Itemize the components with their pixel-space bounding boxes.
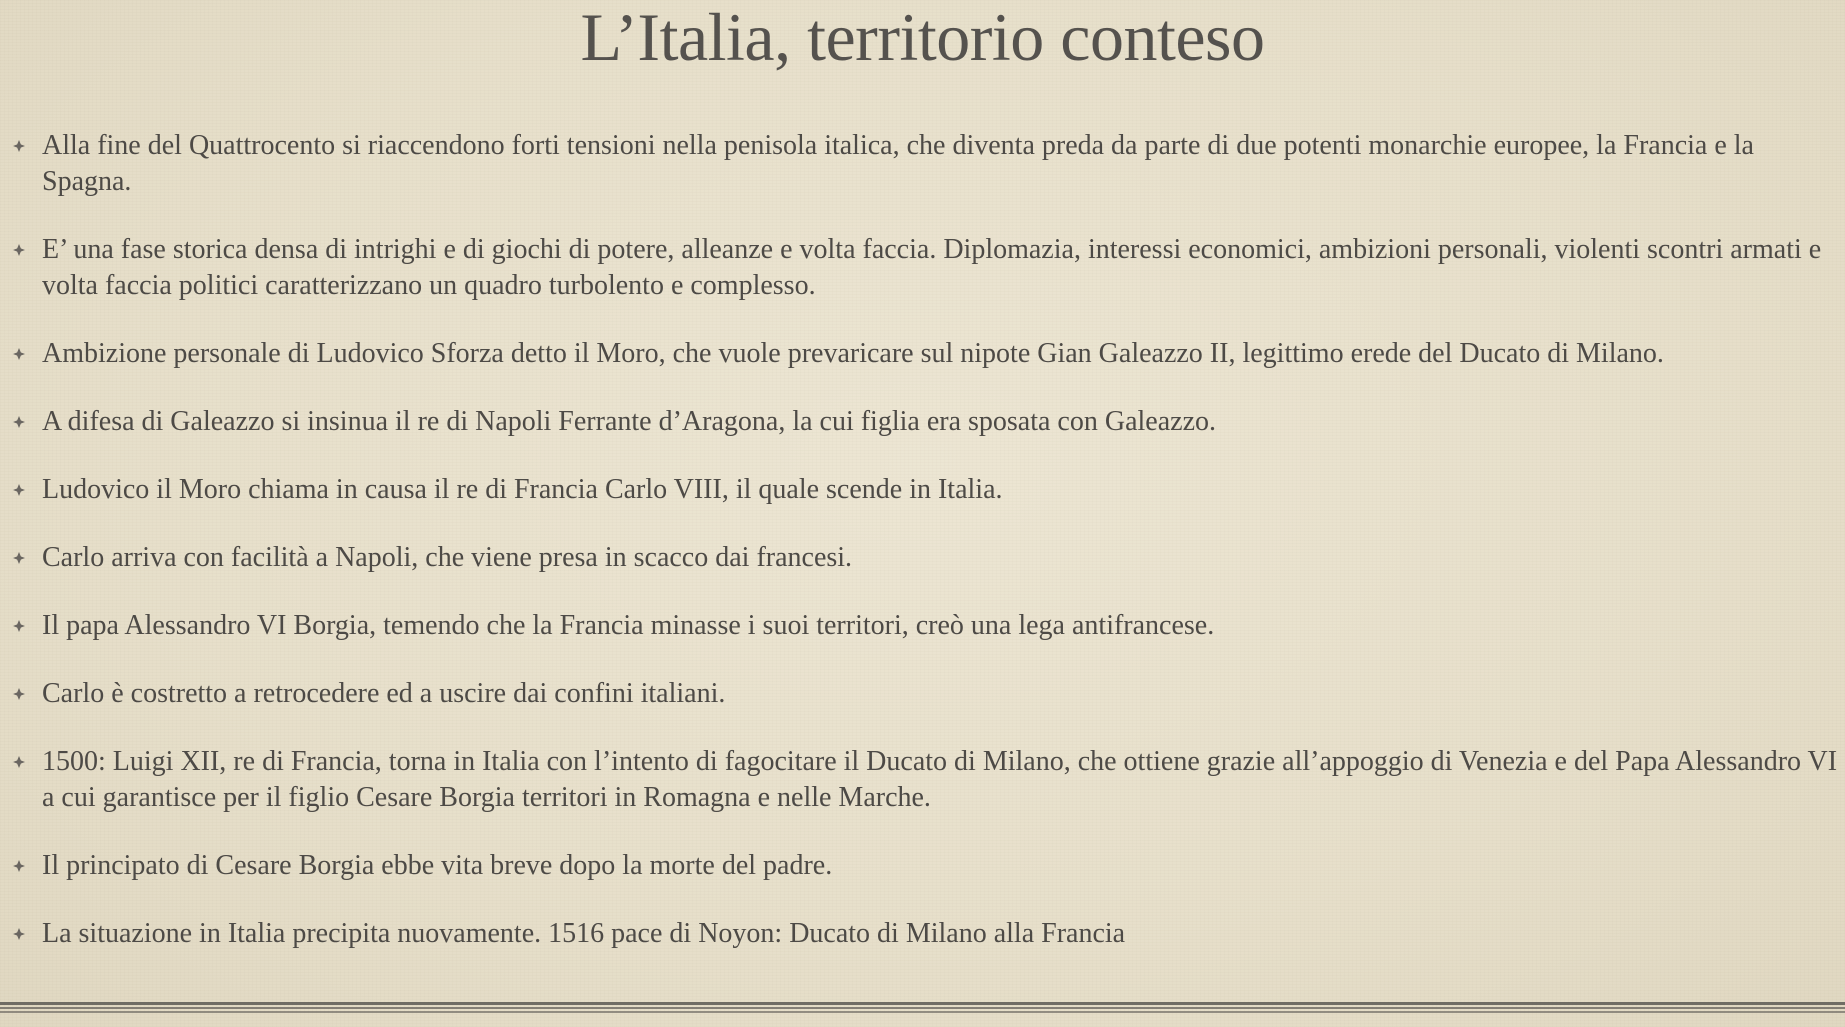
slide-title: L’Italia, territorio conteso: [580, 0, 1265, 75]
bullet-text: La situazione in Italia precipita nuovamente. 1516 pace di Noyon: Ducato di Milano alla Francia: [42, 918, 1126, 949]
bullet-text: Carlo arriva con facilità a Napoli, che viene presa in scacco dai francesi.: [42, 542, 853, 573]
bullet-item: [12, 404, 1838, 440]
bullet-text: Il principato di Cesare Borgia ebbe vita breve dopo la morte del padre.: [42, 850, 833, 881]
bullet-item: [12, 540, 1838, 576]
diamond-bullet-icon: [12, 415, 26, 429]
bullet-text: Ambizione personale di Ludovico Sforza detto il Moro, che vuole prevaricare sul nipote Gian Galeazzo II, legittimo erede del Ducato di Milano.: [42, 338, 1664, 369]
diamond-bullet-icon: [12, 139, 26, 153]
bullet-item: [12, 472, 1838, 508]
bullet-text: 1500: Luigi XII, re di Francia, torna in Italia con l’intento di fagocitare il Ducato di Milano, che ottiene grazie all’appoggio di Venezia e del Papa Alessandro VI a cui garantisce per il figlio Cesare Borgia territori in Romagna e nelle Marche.: [42, 746, 1838, 813]
bullet-text: Ludovico il Moro chiama in causa il re di Francia Carlo VIII, il quale scende in Italia.: [42, 474, 1003, 505]
bullet-item: [12, 676, 1838, 712]
diamond-bullet-icon: [12, 687, 26, 701]
bullet-text: Il papa Alessandro VI Borgia, temendo che la Francia minasse i suoi territori, creò una lega antifrancese.: [42, 610, 1215, 641]
diamond-bullet-icon: [12, 483, 26, 497]
bottom-divider: [0, 1002, 1845, 1014]
bullet-text: Alla fine del Quattrocento si riaccendono forti tensioni nella penisola italica, che diventa preda da parte di due potenti monarchie europee, la Francia e la Spagna.: [42, 130, 1754, 197]
bullet-item: [12, 916, 1838, 952]
diamond-bullet-icon: [12, 347, 26, 361]
diamond-bullet-icon: [12, 755, 26, 769]
bullet-item: [12, 336, 1838, 372]
bullet-item: [12, 232, 1838, 304]
bullet-text: A difesa di Galeazzo si insinua il re di Napoli Ferrante d’Aragona, la cui figlia era sposata con Galeazzo.: [42, 406, 1216, 437]
bullet-item: [12, 128, 1838, 200]
bullet-text: Carlo è costretto a retrocedere ed a uscire dai confini italiani.: [42, 678, 726, 709]
bullet-item: [12, 608, 1838, 644]
bullet-item: [12, 744, 1838, 816]
bullet-list: [12, 128, 1838, 984]
diamond-bullet-icon: [12, 619, 26, 633]
bullet-text: E’ una fase storica densa di intrighi e di giochi di potere, alleanze e volta faccia. Diplomazia, interessi economici, ambizioni personali, violenti scontri armati e volta faccia politici caratterizzano un quadro turbolento e complesso.: [42, 234, 1822, 301]
diamond-bullet-icon: [12, 859, 26, 873]
bullet-item: [12, 848, 1838, 884]
diamond-bullet-icon: [12, 927, 26, 941]
diamond-bullet-icon: [12, 551, 26, 565]
diamond-bullet-icon: [12, 243, 26, 257]
